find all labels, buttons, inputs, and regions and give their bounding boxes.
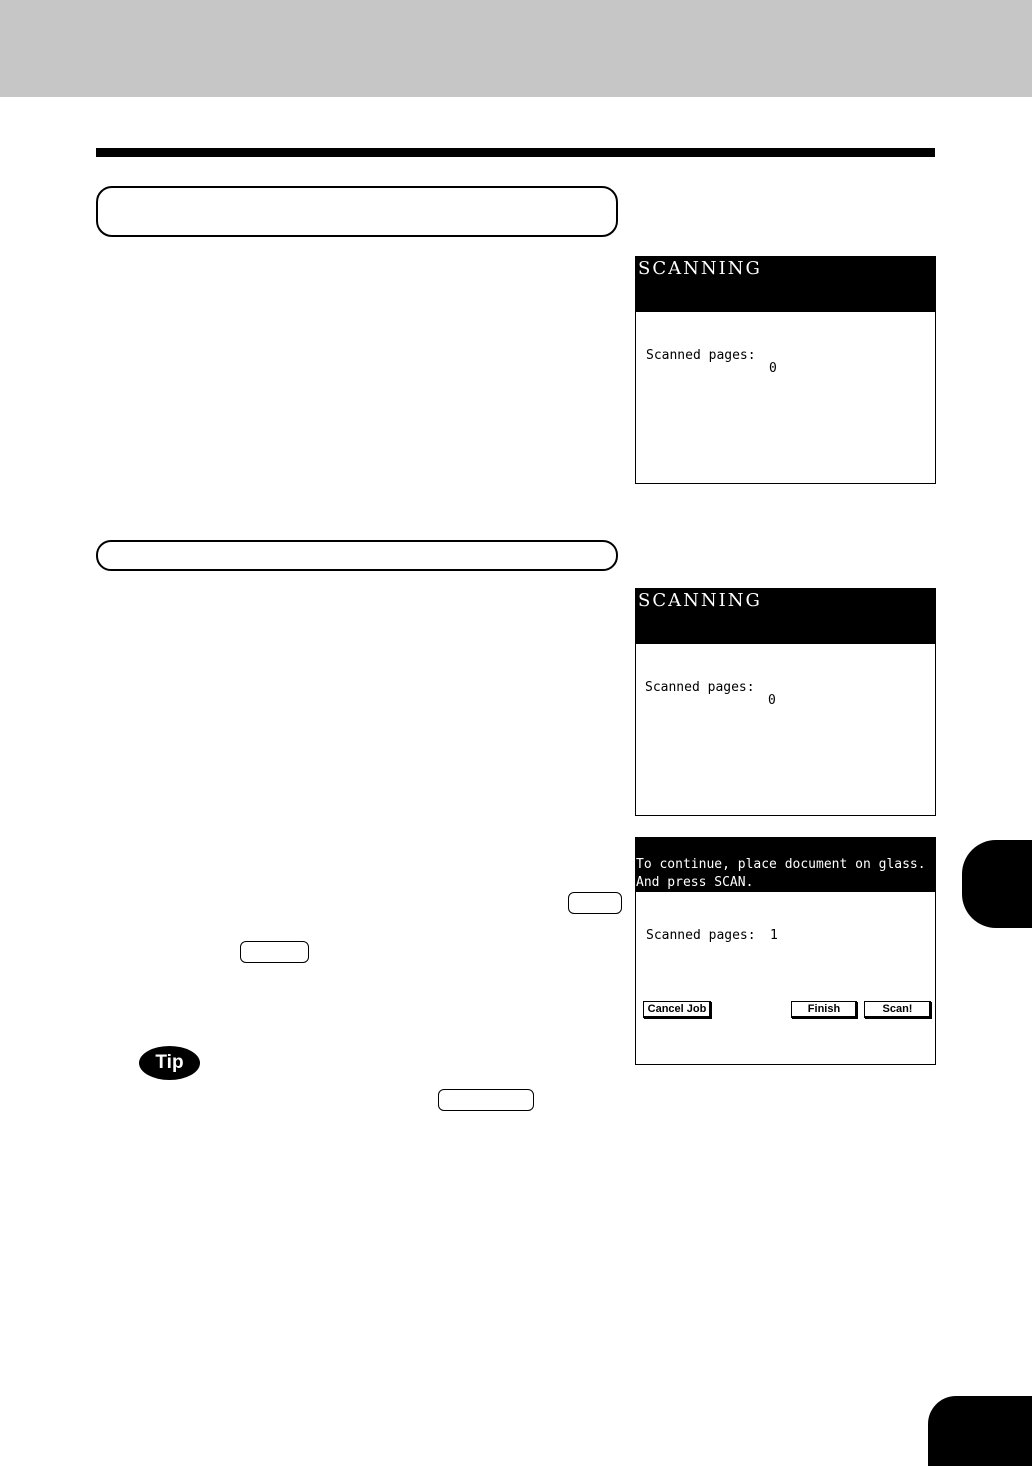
scanned-pages-label: Scanned pages: xyxy=(645,680,755,695)
key-icon xyxy=(240,941,309,963)
message-line-2: And press SCAN. xyxy=(636,875,754,890)
page-header-band xyxy=(0,0,1032,97)
scanned-pages-count: 0 xyxy=(768,693,776,708)
scanned-pages-label: Scanned pages: xyxy=(646,928,756,943)
scanned-pages-label: Scanned pages: xyxy=(646,348,756,363)
scanning-screen-2 xyxy=(635,588,936,816)
screen-header xyxy=(636,838,935,892)
screen-title: SCANNING xyxy=(638,590,762,611)
key-icon xyxy=(568,892,622,914)
scanned-pages-count: 1 xyxy=(770,928,778,943)
page-number-box xyxy=(928,1396,1032,1466)
continue-message xyxy=(636,838,935,892)
continue-scan-screen xyxy=(635,837,936,1065)
screen-title: SCANNING xyxy=(638,258,762,279)
key-icon xyxy=(438,1089,534,1111)
message-line-1: To continue, place document on glass. xyxy=(636,857,926,872)
step-heading-box-1 xyxy=(96,186,618,237)
finish-button[interactable]: Finish xyxy=(791,1001,857,1018)
tip-badge: Tip xyxy=(139,1046,200,1080)
scan-button[interactable]: Scan! xyxy=(864,1001,931,1018)
screen-header xyxy=(636,257,935,312)
cancel-job-button[interactable]: Cancel Job xyxy=(643,1001,711,1018)
chapter-tab xyxy=(962,840,1032,928)
scanning-screen-1 xyxy=(635,256,936,484)
step-heading-box-2 xyxy=(96,540,618,571)
screen-header xyxy=(636,589,935,644)
section-rule xyxy=(96,148,935,157)
scanned-pages-count: 0 xyxy=(769,361,777,376)
